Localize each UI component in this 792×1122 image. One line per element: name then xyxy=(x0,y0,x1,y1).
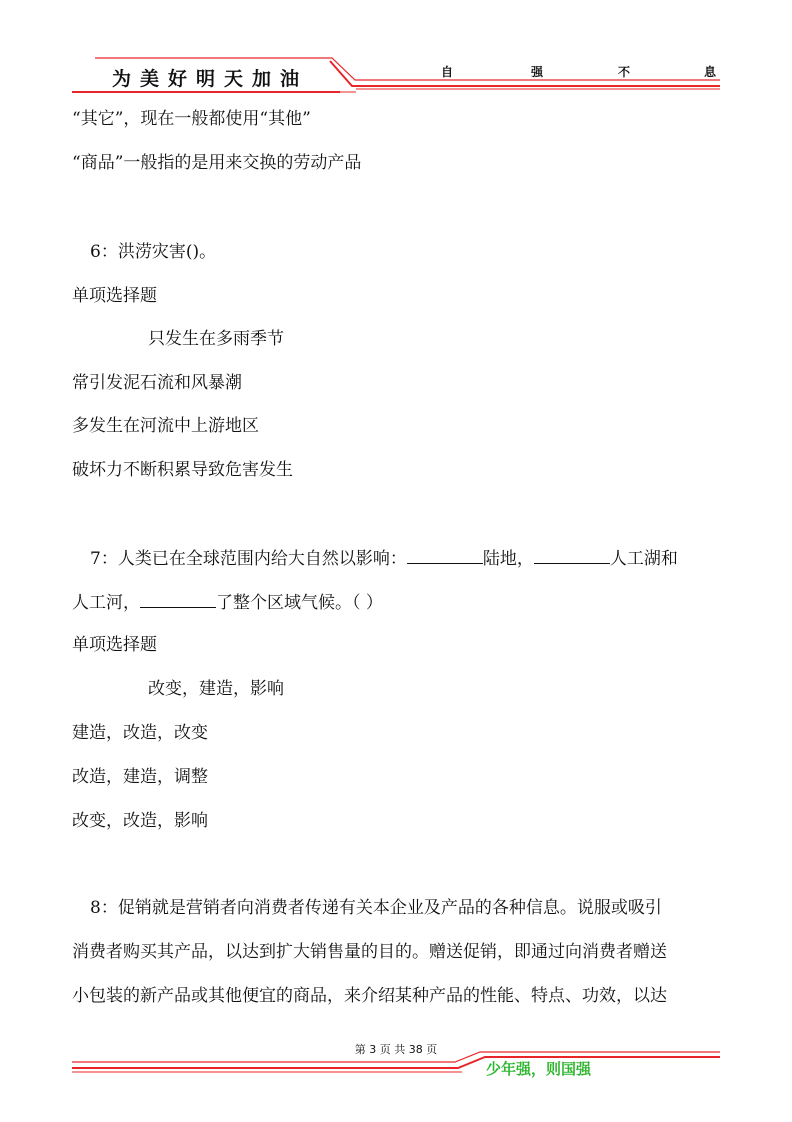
question-7-stem-part-a: 7：人类已在全球范围内给大自然以影响： xyxy=(90,549,407,569)
question-8-stem-line-2: 消费者购买其产品，以达到扩大销售量的目的。赠送促销，即通过向消费者赠送 xyxy=(72,942,667,962)
question-7-option-c: 改造，建造，调整 xyxy=(72,767,208,787)
header-title: 为美好明天加油 xyxy=(112,68,309,90)
header-rule-upper xyxy=(95,58,720,80)
header-rule-slant xyxy=(330,61,720,86)
question-7-type: 单项选择题 xyxy=(72,635,157,655)
question-6-stem: 6：洪涝灾害()。 xyxy=(90,242,217,262)
blank-3 xyxy=(140,590,216,608)
header-motto-char-4: 息 xyxy=(704,65,717,79)
question-7-option-a: 改变，建造，影响 xyxy=(148,679,284,699)
question-7-option-b: 建造，改造，改变 xyxy=(72,723,208,743)
intro-line-1: “其它”，现在一般都使用“其他” xyxy=(72,109,311,129)
blank-2 xyxy=(534,546,610,564)
question-8-stem-line-1: 8：促销就是营销者向消费者传递有关本企业及产品的各种信息。说服或吸引 xyxy=(90,898,662,918)
question-7-stem-part-e: 了整个区域气候。（ ） xyxy=(216,593,383,613)
question-6-option-c: 多发生在河流中上游地区 xyxy=(72,416,259,436)
header-motto-char-3: 不 xyxy=(618,65,631,79)
question-7-option-d: 改变，改造，影响 xyxy=(72,811,208,831)
question-6-option-a: 只发生在多雨季节 xyxy=(148,329,284,349)
header-motto-char-1: 自 xyxy=(441,65,454,79)
question-7-stem-line-2 xyxy=(72,590,383,615)
question-6-type: 单项选择题 xyxy=(72,286,157,306)
question-7-stem-part-b: 陆地， xyxy=(482,549,534,569)
question-6-option-d: 破坏力不断积累导致危害发生 xyxy=(72,460,293,480)
question-7-stem-line-1 xyxy=(90,546,678,571)
question-6-option-b: 常引发泥石流和风暴潮 xyxy=(72,373,242,393)
blank-1 xyxy=(407,546,483,564)
intro-line-2: “商品”一般指的是用来交换的劳动产品 xyxy=(72,153,362,173)
footer-motto: 少年强，则国强 xyxy=(486,1060,592,1078)
question-7-stem-part-c: 人工湖和 xyxy=(609,549,678,569)
header-motto-char-2: 强 xyxy=(531,65,544,79)
page-number: 第 3 页 共 38 页 xyxy=(354,1043,438,1056)
question-7-stem-part-d: 人工河， xyxy=(72,593,140,613)
question-8-stem-line-3: 小包装的新产品或其他便宜的商品，来介绍某种产品的性能、特点、功效，以达 xyxy=(72,986,667,1006)
